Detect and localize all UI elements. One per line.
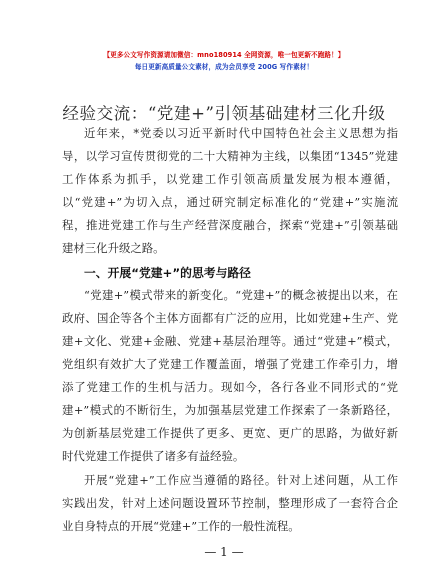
- promo-banner-line-2: 每日更新高质量公文素材，成为会员享受 200G 写作素材！: [134, 63, 314, 71]
- intro-line: 以“党建+”为切入点，通过研究制定标准化的“党建+”实施流: [62, 195, 398, 209]
- intro-line: 导，以学习宣传贯彻党的二十大精神为主线，以集团“1345”党建: [62, 149, 398, 163]
- paragraph-line: 建+文化、党建+金融、党建+基层治理等。通过“党建+”模式，: [62, 334, 398, 348]
- paragraph-line: 政府、国企等各个主体方面都有广泛的应用，比如党建+生产、党: [62, 311, 398, 325]
- paragraph-line: “党建+”模式带来的新变化。“党建+”的概念被提出以来，在: [84, 288, 398, 302]
- document-title: 经验交流：“党建+”引领基础建材三化升级: [62, 104, 386, 123]
- paragraph-line: 党组织有效扩大了党建工作覆盖面，增强了党建工作牵引力，增: [62, 357, 398, 371]
- paragraph-line: 实践出发，针对上述问题设置环节控制，整理形成了一套符合企: [62, 496, 398, 510]
- section-heading: 一、开展“党建+”的思考与路径: [84, 266, 251, 280]
- paragraph-line: 开展“党建+”工作应当遵循的路径。针对上述问题，从工作: [84, 473, 398, 487]
- paragraph-line: 业自身特点的开展“党建+”工作的一般性流程。: [62, 519, 300, 533]
- intro-line: 工作体系为抓手，以党建工作引领高质量发展为根本遵循，: [62, 172, 398, 186]
- paragraph-line: 为创新基层党建工作提供了更多、更宽、更广的思路，为做好新: [62, 426, 398, 440]
- paragraph-line: 建+”模式的不断衍生，为加强基层党建工作探索了一条新路径，: [62, 403, 398, 417]
- page-number: — 1 —: [204, 545, 244, 559]
- intro-line: 程，推进党建工作与生产经营深度融合，探索“党建+”引领基础: [62, 218, 398, 232]
- paragraph-line: 时代党建工作提供了诸多有益经验。: [62, 449, 245, 463]
- promo-banner-line-1: 【更多公文写作资源请加微信：mno180914 全网资源，唯一包更新不跑路！】: [103, 51, 345, 59]
- intro-line: 近年来，*党委以习近平新时代中国特色社会主义思想为指: [84, 126, 398, 140]
- paragraph-line: 添了党建工作的生机与活力。现如今，各行各业不同形式的“党: [62, 380, 398, 394]
- intro-line: 建材三化升级之路。: [62, 241, 165, 255]
